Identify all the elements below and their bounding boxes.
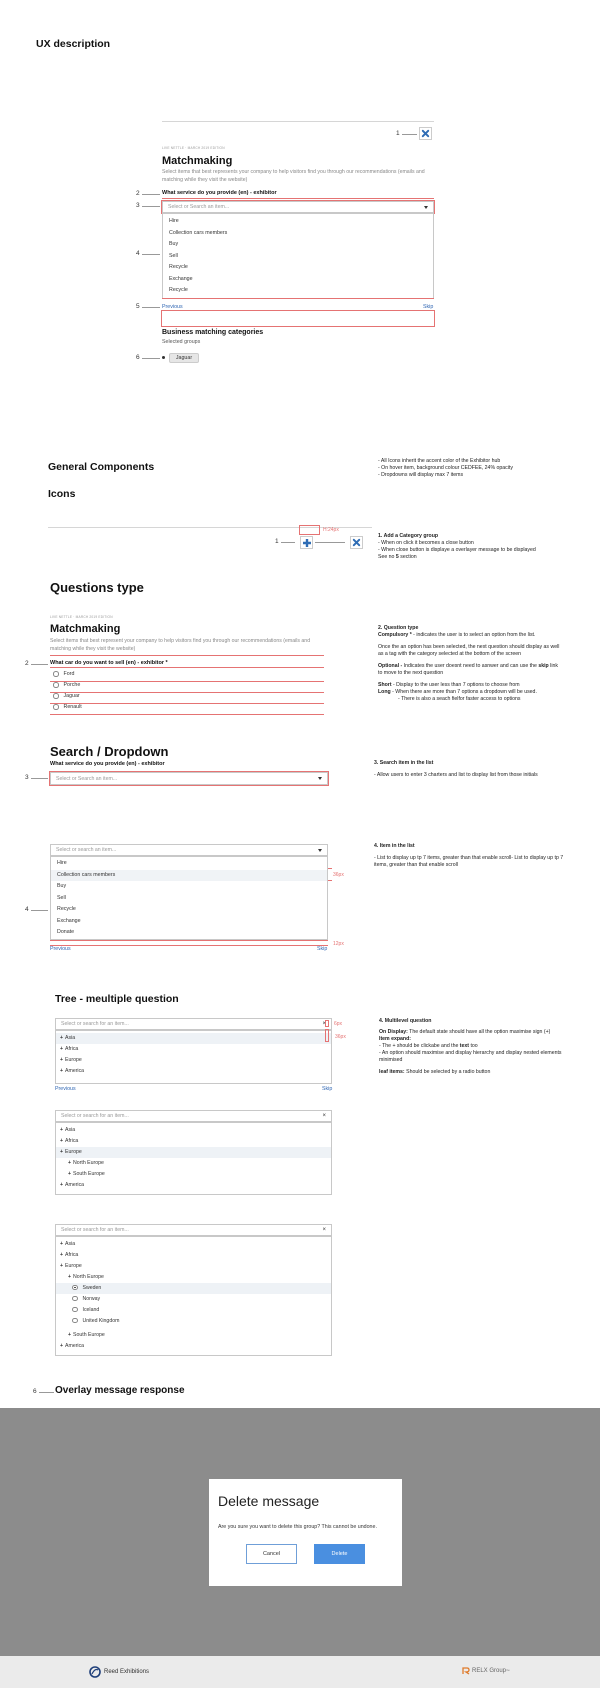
list-item[interactable]: Recycle (169, 287, 188, 293)
tree-item-label[interactable]: Europe (65, 1057, 82, 1063)
radio-selected-icon[interactable] (72, 1285, 78, 1291)
plus-icon[interactable]: + (60, 1068, 64, 1074)
page-title: UX description (36, 38, 111, 50)
chevron-down-icon (318, 849, 322, 852)
leader-line (315, 542, 345, 543)
plus-icon[interactable]: + (68, 1160, 72, 1166)
radio-icon (53, 671, 59, 677)
note-line (378, 663, 563, 677)
note-title: 3. Search item in the list (374, 760, 434, 766)
note-question-type (378, 625, 563, 703)
leader-line (39, 1392, 54, 1393)
note-line: - Allow users to enter 3 charters and list to display list from those initials (374, 772, 538, 778)
tree-item-label[interactable]: Asia (65, 1241, 76, 1247)
plus-icon[interactable]: + (60, 1138, 64, 1144)
search-placeholder: Select or search for an item... (61, 1021, 129, 1027)
leader-line (142, 307, 160, 308)
edition-label: LIVE NETTLE · MARCH 2019 EDITION (162, 146, 225, 150)
close-icon (352, 538, 361, 547)
annotation-guide (162, 198, 434, 199)
note-bold: Short (378, 682, 392, 688)
reed-logo (89, 1666, 149, 1678)
previous-link[interactable]: Previous (55, 1086, 76, 1092)
note-line: - Dropdowns will display max 7 items (378, 472, 464, 478)
tree-item[interactable] (56, 1158, 331, 1169)
tree-item-label[interactable]: Sweden (82, 1285, 102, 1291)
option-label: Ford (63, 671, 75, 678)
note-text: The default state should have all the option maximise sign (+) (407, 1029, 551, 1035)
search-placeholder: Select or search an item... (56, 847, 117, 853)
search-input[interactable] (50, 844, 328, 856)
note-line: Once the an option has been selected, the next question should display as well as a tag with the category selected at the bottom of the screen (378, 644, 560, 657)
tree-item[interactable] (56, 1125, 331, 1136)
tree-item-label[interactable]: Africa (65, 1046, 79, 1052)
close-icon[interactable]: × (322, 1021, 326, 1027)
annotation-number: 2 (25, 660, 29, 667)
general-components-title: General Components (48, 461, 155, 473)
leader-line (142, 194, 160, 195)
radio-option[interactable] (53, 682, 80, 688)
list-item[interactable]: Exchange (169, 275, 193, 282)
list-item[interactable]: Hire (169, 218, 179, 224)
annotation-number: 3 (25, 774, 29, 781)
plus-icon[interactable]: + (60, 1149, 64, 1155)
plus-icon[interactable]: + (60, 1343, 64, 1349)
option-label: Jaguar (63, 693, 80, 700)
radio-icon (53, 704, 59, 710)
dimension-box (299, 525, 320, 535)
note-line (378, 554, 578, 561)
dimension-mark (328, 880, 332, 881)
annotation-number: 5 (136, 303, 140, 310)
note-line: - List to display up tp 7 items, greater than that enable scroll- List to display up tp 7 items, greater than that enable scroll (374, 855, 564, 868)
note-text: See no (378, 554, 396, 560)
annotation-guide (50, 945, 328, 946)
relx-logo-sup: ™ (506, 1669, 510, 1673)
tree-item[interactable] (56, 1169, 331, 1180)
radio-icon[interactable] (72, 1307, 78, 1313)
note-line: - When close button is displaye a overlayer message to be displayed (378, 547, 536, 553)
note-text: Indicates the user doesnt need to asnwer and can use the (403, 663, 539, 669)
reed-logo-text: Reed Exhibitions (104, 1669, 150, 1675)
annotation-guide (162, 298, 434, 299)
tree-item-label[interactable]: America (65, 1068, 85, 1074)
annotation-number: 4 (136, 250, 140, 257)
tree-leaf[interactable] (56, 1283, 331, 1294)
note-line (378, 632, 563, 639)
icons-title: Icons (48, 488, 76, 500)
tree-item[interactable] (56, 1033, 331, 1044)
plus-icon[interactable]: + (68, 1171, 72, 1177)
note-line: - When on click it becomes a close button (378, 540, 474, 546)
leader-line (281, 542, 295, 543)
note-bold: leaf items: (379, 1069, 405, 1075)
tree-leaf[interactable] (56, 1316, 331, 1327)
plus-icon[interactable]: + (60, 1057, 64, 1063)
tree-item[interactable] (56, 1239, 331, 1250)
dimension-label: H:24px (323, 527, 339, 533)
annotation-guide (50, 703, 324, 704)
tree-item-label[interactable]: United Kingdom (82, 1318, 120, 1324)
search-placeholder: Select or search for an item... (61, 1227, 129, 1233)
relx-logo (462, 1667, 510, 1675)
list-item[interactable]: Collection cars members (169, 229, 228, 236)
annotation-guide (50, 714, 324, 715)
dimension-box (325, 1020, 329, 1027)
tree-search-input[interactable] (55, 1224, 332, 1236)
tree-leaf[interactable] (56, 1294, 331, 1305)
annotation-number: 2 (136, 190, 140, 197)
plus-icon[interactable]: + (60, 1241, 64, 1247)
tree-item-label[interactable]: South Europe (73, 1332, 105, 1338)
leader-line (31, 910, 48, 911)
tree-item[interactable] (56, 1147, 331, 1158)
dialog-message: Are you sure you want to delete this group? This cannot be undone. (218, 1524, 377, 1530)
tree-item[interactable] (56, 1055, 331, 1066)
note-title: 4. Item in the list (374, 843, 415, 849)
selected-tag[interactable]: Jaguar (169, 353, 199, 363)
tree-list (55, 1030, 332, 1084)
tree-item-label[interactable]: Europe (65, 1149, 82, 1155)
bullet (162, 356, 165, 359)
tree-item[interactable] (56, 1066, 331, 1077)
note-line: - An option should maximise and display hierarchy and display nested elements minimised (379, 1050, 562, 1063)
selected-groups-label: Selected groups (162, 339, 201, 345)
note-text: section (398, 554, 417, 560)
tree-item[interactable] (56, 1330, 331, 1341)
dropdown-list (50, 856, 328, 940)
radio-icon[interactable] (72, 1318, 78, 1324)
annotation-box (161, 200, 435, 214)
matchmaking-title: Matchmaking (50, 623, 121, 635)
tree-item-label[interactable]: America (65, 1343, 85, 1349)
edition-label: LIVE NETTLE · MARCH 2019 EDITION (50, 615, 113, 619)
note-text: Should be selected by a radio button (404, 1069, 491, 1075)
note-title: 4. Multilevel question (379, 1018, 432, 1024)
note-add-category (378, 533, 578, 561)
note-bold: Optional - (378, 663, 404, 669)
plus-icon[interactable]: + (60, 1046, 64, 1052)
cancel-button[interactable]: Cancel (246, 1544, 297, 1564)
close-button[interactable] (419, 127, 432, 140)
annotation-guide (50, 692, 324, 693)
radio-option[interactable] (53, 704, 82, 710)
leader-line (142, 358, 160, 359)
search-dropdown-title: Search / Dropdown (50, 744, 169, 759)
list-item[interactable]: Donate (57, 929, 75, 935)
tree-item-label[interactable]: Africa (65, 1138, 79, 1144)
option-label: Renault (63, 704, 82, 711)
matchmaking-description: Select items that best represent your company to help visitors find you through our recommendations (emails and matching while they visit the website) (50, 638, 311, 652)
plus-icon (302, 538, 312, 548)
tree-item-label[interactable]: Norway (82, 1296, 101, 1302)
annotation-box (49, 771, 329, 786)
note-list-item (374, 843, 574, 869)
note-bold: Long (378, 689, 391, 695)
tree-list (55, 1236, 332, 1356)
list-item[interactable]: Collection cars members (51, 870, 327, 882)
note-text: link to move to the next question (378, 663, 558, 676)
relx-logo-icon (462, 1667, 470, 1675)
note-bold: text (459, 1043, 470, 1049)
leader-line (142, 206, 160, 207)
tree-item[interactable] (56, 1272, 331, 1283)
note-line (379, 1029, 574, 1036)
dropdown-list (162, 213, 434, 299)
radio-icon[interactable] (72, 1296, 78, 1302)
previous-link[interactable]: Previous (162, 304, 183, 310)
list-item[interactable]: Exchange (57, 917, 81, 924)
note-text: - The + should be clickabe and the (379, 1043, 460, 1049)
list-item[interactable]: Sell (169, 252, 178, 259)
leader-line (31, 778, 48, 779)
question-label: What service do you provide (en) - exhibitor (162, 190, 277, 196)
tree-item[interactable] (56, 1180, 331, 1191)
note-line: - There is also a seach fielfor faster access to options (398, 696, 521, 702)
note-bold: skip (538, 663, 549, 669)
list-item[interactable]: Recycle (57, 906, 76, 912)
plus-icon[interactable]: + (68, 1274, 72, 1280)
plus-icon[interactable]: + (60, 1263, 64, 1269)
search-placeholder: Select or search for an item... (61, 1113, 129, 1119)
list-item[interactable]: Sell (57, 894, 66, 901)
close-button[interactable] (350, 536, 363, 549)
radio-option[interactable] (53, 671, 74, 677)
annotation-guide (50, 667, 324, 668)
list-item[interactable]: Buy (169, 241, 179, 247)
radio-icon (53, 682, 59, 688)
tree-item[interactable] (56, 1341, 331, 1352)
skip-link[interactable]: Skip (322, 1086, 333, 1092)
tree-title: Tree - meultiple question (55, 993, 179, 1005)
note-text: - When there are more than 7 options a dropdown will be used. (390, 689, 537, 695)
annotation-number: 1 (396, 130, 400, 137)
tree-item-label[interactable]: North Europe (73, 1274, 104, 1280)
note-title: Item expand: (379, 1036, 411, 1042)
annotation-number: 6 (136, 354, 140, 361)
note-line: - On hover item, background colour CEDFEE, 24% opacity (378, 465, 513, 471)
tree-item-label[interactable]: Iceland (82, 1307, 100, 1313)
tree-item[interactable] (56, 1136, 331, 1147)
dialog-title: Delete message (218, 1493, 320, 1509)
tree-item[interactable] (56, 1250, 331, 1261)
note-bold: On Display: (379, 1029, 408, 1035)
note-line (378, 689, 563, 696)
note-bold: Compulsory * (378, 632, 414, 638)
list-item[interactable]: Buy (57, 883, 67, 889)
plus-icon[interactable]: + (60, 1252, 64, 1258)
annotation-guide (50, 655, 324, 656)
tree-search-input[interactable] (55, 1018, 332, 1030)
plus-icon[interactable]: + (60, 1127, 64, 1133)
tree-item-label[interactable]: Asia (65, 1035, 76, 1041)
note-text: - indicates the user is to select an option from the list. (413, 632, 536, 638)
dimension-label: 36px (335, 1034, 346, 1040)
footer (0, 1656, 600, 1688)
annotation-guide (50, 681, 324, 682)
relx-logo-text: RELX Group (472, 1668, 507, 1674)
skip-link[interactable]: Skip (317, 946, 328, 952)
annotation-number: 4 (25, 906, 29, 913)
plus-icon[interactable]: + (60, 1035, 64, 1041)
leader-line (142, 254, 160, 255)
annotation-number: 3 (136, 202, 140, 209)
questions-type-title: Questions type (50, 580, 144, 595)
note-multilevel (379, 1018, 574, 1076)
general-notes (378, 458, 513, 479)
note-line (379, 1043, 574, 1050)
list-item[interactable]: Hire (57, 860, 67, 866)
previous-link[interactable]: Previous (50, 946, 71, 952)
dimension-label: 12px (333, 941, 344, 947)
overlay-section-title: Overlay message response (55, 1385, 185, 1396)
note-line (378, 682, 563, 689)
reed-logo-icon (89, 1666, 101, 1678)
plus-icon[interactable]: + (68, 1332, 72, 1338)
tree-item-label[interactable]: Asia (65, 1127, 76, 1133)
tree-search-input[interactable] (55, 1110, 332, 1122)
tree-item-label[interactable]: North Europe (73, 1160, 104, 1166)
close-icon[interactable]: × (322, 1227, 326, 1233)
radio-icon (53, 693, 59, 699)
search-placeholder: Select or Search an item... (168, 204, 230, 210)
dimension-box (325, 1029, 329, 1042)
note-title: 2. Question type (378, 625, 419, 631)
close-icon[interactable]: × (322, 1113, 326, 1119)
note-title: 1. Add a Category group (378, 533, 439, 539)
annotation-guide (50, 940, 328, 941)
dimension-label: 36px (333, 872, 344, 878)
dimension-mark (328, 868, 332, 869)
question-label: What service do you provide (en) - exhibitor (50, 761, 165, 767)
matchmaking-title: Matchmaking (162, 155, 233, 167)
delete-button[interactable]: Delete (314, 1544, 365, 1564)
tree-item[interactable] (56, 1261, 331, 1272)
question-label: What car do you want to sell (en) - exhibitor * (50, 660, 168, 666)
tree-item-label[interactable]: South Europe (73, 1171, 105, 1177)
tree-item-label[interactable]: Africa (65, 1252, 79, 1258)
option-label: Porche (63, 682, 81, 689)
add-category-button[interactable] (300, 536, 313, 549)
tree-item[interactable] (56, 1044, 331, 1055)
tree-leaf[interactable] (56, 1305, 331, 1316)
delete-dialog (209, 1479, 402, 1586)
note-search (374, 760, 574, 779)
leader-line (31, 664, 48, 665)
note-bold: 5 (395, 554, 399, 560)
business-matching-title: Business matching categories (162, 329, 264, 336)
list-item[interactable]: Recycle (169, 264, 188, 270)
annotation-number: 6 (33, 1388, 37, 1395)
tree-list (55, 1122, 332, 1195)
matchmaking-description: Select items that best represents your company to help visitors find you through our recommendations (emails and matching while they visit the website) (162, 169, 425, 183)
annotation-box (161, 310, 435, 327)
close-icon (421, 129, 430, 138)
note-text: too (469, 1043, 478, 1049)
note-line (379, 1069, 574, 1076)
skip-link[interactable]: Skip (423, 304, 434, 310)
search-placeholder: Select or Search an item... (56, 775, 118, 782)
note-text: - Display to the user less than 7 options to choose from (391, 682, 520, 688)
note-line: - All Icons inherit the accent color of the Exhibitor hub (378, 458, 501, 464)
radio-option[interactable] (53, 693, 80, 699)
leader-line (402, 134, 417, 135)
tree-item-label[interactable]: America (65, 1182, 85, 1188)
plus-icon[interactable]: + (60, 1182, 64, 1188)
divider (162, 121, 434, 122)
annotation-number: 1 (275, 538, 279, 545)
dimension-label: 6px (334, 1021, 343, 1027)
tree-item-label[interactable]: Europe (65, 1263, 82, 1269)
